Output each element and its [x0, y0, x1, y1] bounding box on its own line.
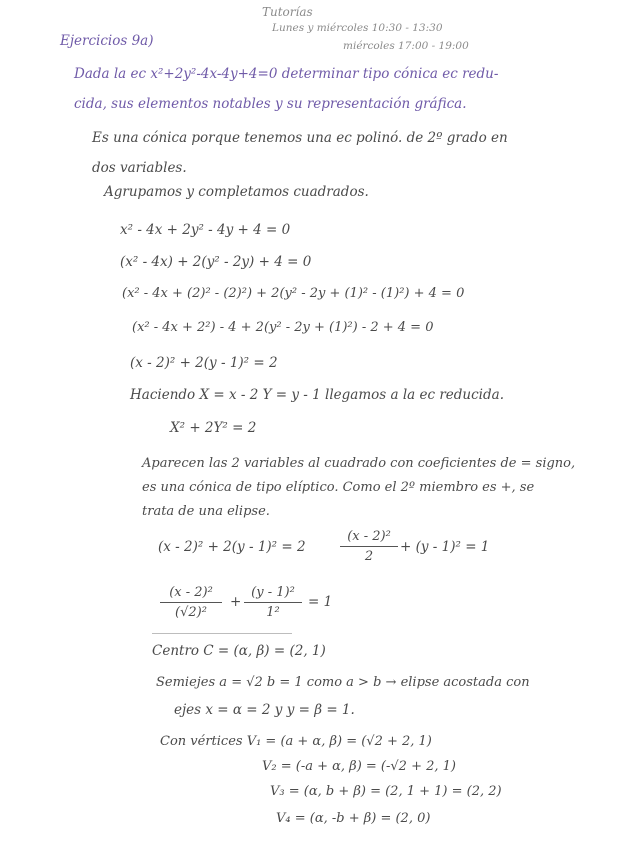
equation-7-fraction-1-denominator: (√2)² [175, 605, 207, 620]
tutoring-title: Tutorías [262, 5, 313, 19]
equation-6-fraction-numerator: (x - 2)² [347, 529, 391, 544]
vertex-3: V₃ = (α, b + β) = (2, 1 + 1) = (2, 2) [270, 784, 502, 799]
semiaxes-line-1: Semiejes a = √2 b = 1 como a > b → elipse acostada con [156, 675, 530, 690]
equation-3: (x² - 4x + (2)² - (2)²) + 2(y² - 2y + (1)² - (1)²) + 4 = 0 [122, 286, 465, 301]
exercise-statement-line-1: Dada la ec x²+2y²-4x-4y+4=0 determinar tipo cónica ec redu- [74, 66, 499, 82]
type-line-3: trata de una elipse. [142, 504, 270, 519]
vertex-1: Con vértices V₁ = (a + α, β) = (√2 + 2, 1) [160, 734, 432, 749]
equation-5: (x - 2)² + 2(y - 1)² = 2 [130, 355, 278, 371]
exercise-title: Ejercicios 9a) [60, 33, 154, 49]
vertex-4: V₄ = (α, -b + β) = (2, 0) [276, 811, 431, 826]
intro-line-2: dos variables. [92, 160, 187, 176]
equation-7-fraction-1 [160, 586, 222, 619]
exercise-statement-line-2: cida, sus elementos notables y su representación gráfica. [74, 96, 467, 112]
type-line-1: Aparecen las 2 variables al cuadrado con coeficientes de = signo, [142, 456, 576, 471]
equation-6-fraction [340, 530, 398, 563]
reduced-equation: X² + 2Y² = 2 [170, 420, 257, 436]
group-line: Agrupamos y completamos cuadrados. [104, 184, 369, 200]
tutoring-schedule-1: Lunes y miércoles 10:30 - 13:30 [272, 22, 443, 34]
equation-7-fraction-2 [244, 586, 302, 619]
centre-line: Centro C = (α, β) = (2, 1) [152, 643, 326, 659]
equation-7-tail: = 1 [308, 594, 333, 610]
equation-6-fraction-denominator: 2 [364, 549, 374, 564]
semiaxes-line-2: ejes x = α = 2 y y = β = 1. [174, 702, 355, 718]
equation-6-tail: + (y - 1)² = 1 [400, 539, 490, 555]
vertex-2: V₂ = (-a + α, β) = (-√2 + 2, 1) [262, 759, 456, 774]
equation-4: (x² - 4x + 2²) - 4 + 2(y² - 2y + (1)²) - 2 + 4 = 0 [132, 320, 434, 335]
intro-line-1: Es una cónica porque tenemos una ec polinó. de 2º grado en [92, 130, 508, 146]
equation-1: x² - 4x + 2y² - 4y + 4 = 0 [120, 222, 291, 238]
equation-7-plus: + [230, 594, 242, 610]
fraction-bar [160, 602, 222, 603]
substitution-line: Haciendo X = x - 2 Y = y - 1 llegamos a la ec reducida. [130, 387, 504, 403]
equation-7-fraction-2-numerator: (y - 1)² [251, 585, 295, 600]
fraction-bar [244, 602, 302, 603]
equation-7-fraction-2-denominator: 1² [266, 605, 280, 620]
equation-6-left: (x - 2)² + 2(y - 1)² = 2 [158, 539, 306, 555]
equation-7-fraction-1-numerator: (x - 2)² [169, 585, 213, 600]
fraction-bar [340, 546, 398, 547]
separator-line [152, 633, 292, 634]
equation-2: (x² - 4x) + 2(y² - 2y) + 4 = 0 [120, 254, 312, 270]
tutoring-schedule-2: miércoles 17:00 - 19:00 [343, 40, 469, 52]
type-line-2: es una cónica de tipo elíptico. Como el 2º miembro es +, se [142, 480, 535, 495]
